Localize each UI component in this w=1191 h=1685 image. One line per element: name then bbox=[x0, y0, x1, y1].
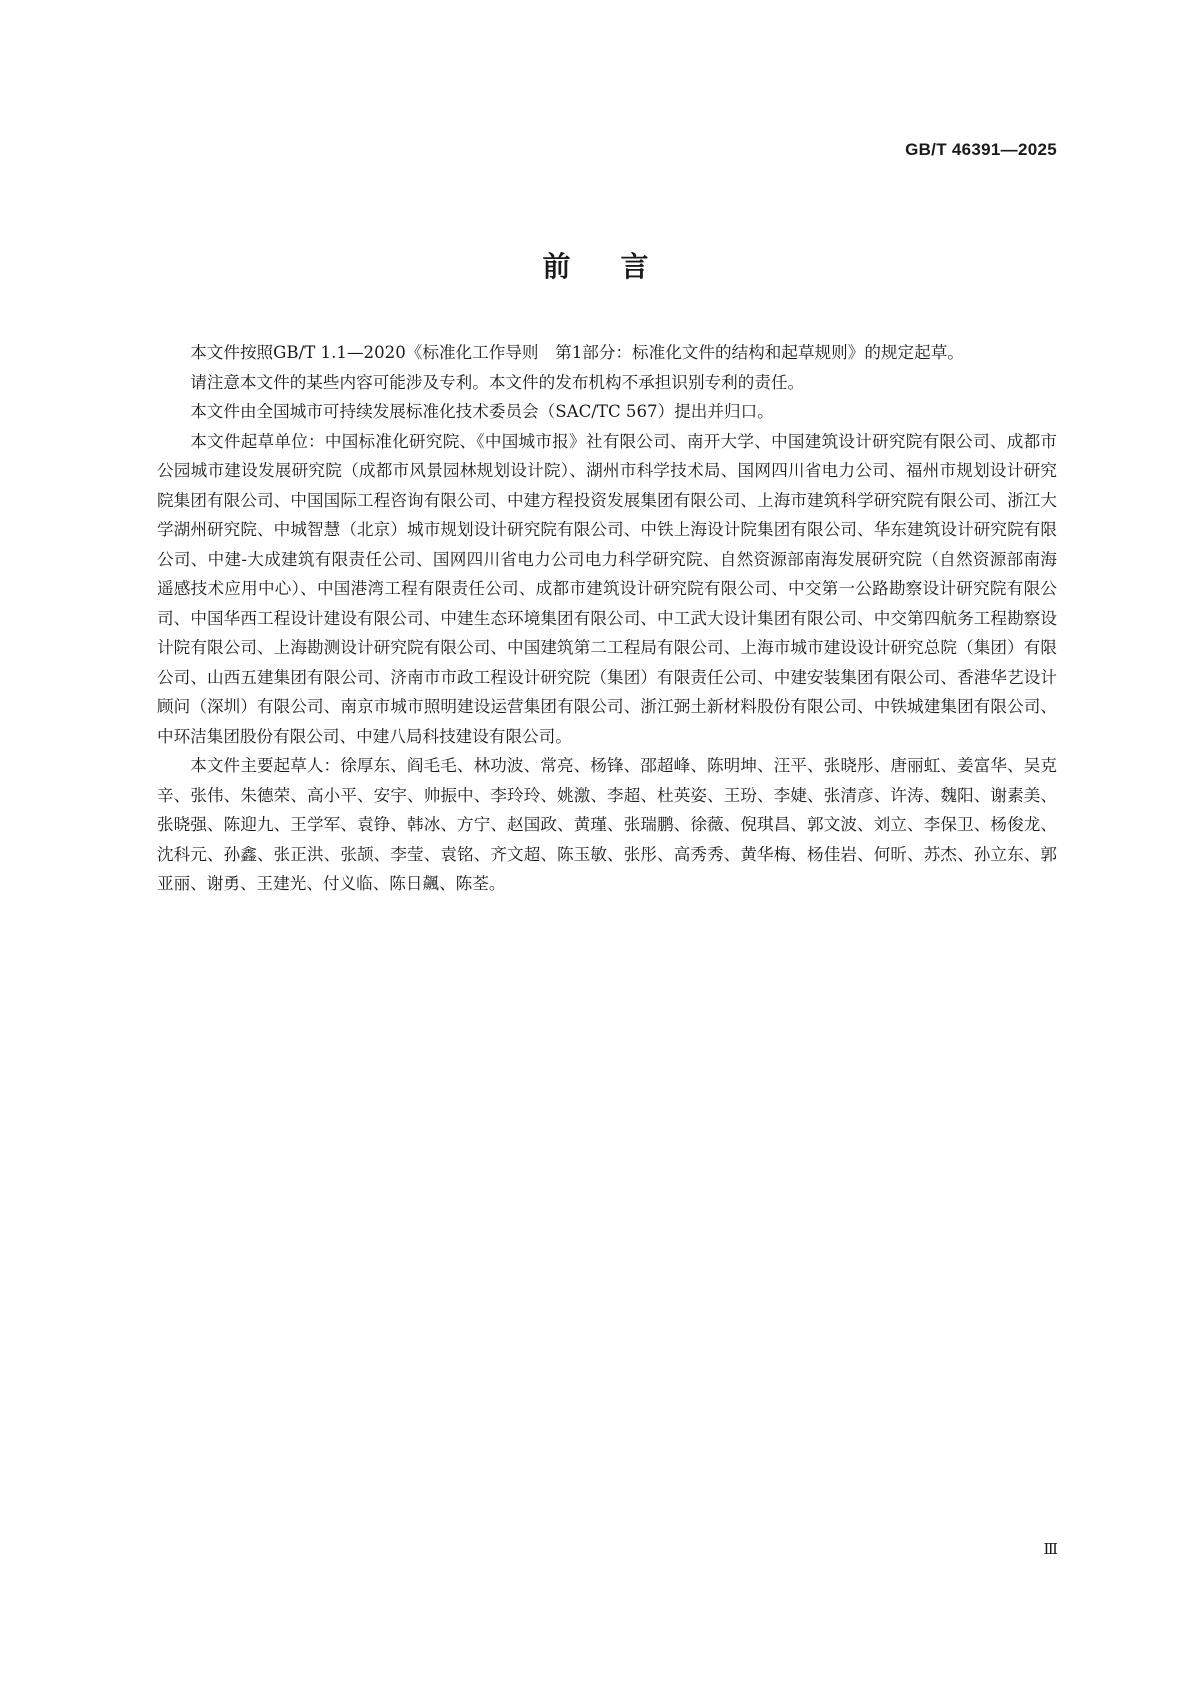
standard-number: GB/T 46391—2025 bbox=[905, 140, 1057, 159]
foreword-body bbox=[157, 338, 1057, 899]
paragraph-proposer: 本文件由全国城市可持续发展标准化技术委员会（SAC/TC 567）提出并归口。 bbox=[190, 402, 774, 421]
paragraph-patent-notice: 请注意本文件的某些内容可能涉及专利。本文件的发布机构不承担识别专利的责任。 bbox=[190, 372, 805, 392]
paragraph-drafters: 本文件主要起草人：徐厚东、阎毛毛、林功波、常亮、杨锋、邵超峰、陈明坤、汪平、张晓彤、唐丽虹、姜富华、吴克辛、张伟、朱德荣、高小平、安宇、帅振中、李玲玲、姚激、李超、杜英姿、王玢、李婕、张清彦、许涛、魏阳、谢素美、张晓强、陈迎九、王学军、袁铮、韩冰、方宁、赵国政、黄瑾、张瑞鹏、徐薇、倪琪昌、郭文波、刘立、李保卫、杨俊龙、沈科元、孙鑫、张正洪、张颉、李莹、袁铭、齐文超、陈玉敏、张彤、高秀秀、黄华梅、杨佳岩、何昕、苏杰、孙立东、郭亚丽、谢勇、王建光、付义临、陈日飆、陈荃。 bbox=[157, 756, 1057, 893]
page-title: 前言 bbox=[542, 250, 699, 283]
page-number: Ⅲ bbox=[1043, 1540, 1057, 1558]
paragraph-drafting-units: 本文件起草单位：中国标准化研究院、《中国城市报》社有限公司、南开大学、中国建筑设计研究院有限公司、成都市公园城市建设发展研究院（成都市风景园林规划设计院）、湖州市科学技术局、国网四川省电力公司、福州市规划设计研究院集团有限公司、中国国际工程咨询有限公司、中建方程投资发展集团有限公司、上海市建筑科学研究院有限公司、浙江大学湖州研究院、中城智慧（北京）城市规划设计研究院有限公司、中铁上海设计院集团有限公司、华东建筑设计研究院有限公司、中建-大成建筑有限责任公司、国网四川省电力公司电力科学研究院、自然资源部南海发展研究院（自然资源部南海遥感技术应用中心）、中国港湾工程有限责任公司、成都市建筑设计研究院有限公司、中交第一公路勘察设计研究院有限公司、中国华西工程设计建设有限公司、中建生态环境集团有限公司、中工武大设计集团有限公司、中交第四航务工程勘察设计院有限公司、上海勘测设计研究院有限公司、中国建筑第二工程局有限公司、上海市城市建设设计研究总院（集团）有限公司、山西五建集团有限公司、济南市市政工程设计研究院（集团）有限责任公司、中建安装集团有限公司、香港华艺设计顾问（深圳）有限公司、南京市城市照明建设运营集团有限公司、浙江弼土新材料股份有限公司、中铁城建集团有限公司、中环洁集团股份有限公司、中建八局科技建设有限公司。 bbox=[157, 431, 1057, 746]
paragraph-drafting-rules: 本文件按照GB/T 1.1—2020《标准化工作导则 第1部分：标准化文件的结构和起草规则》的规定起草。 bbox=[190, 343, 964, 362]
